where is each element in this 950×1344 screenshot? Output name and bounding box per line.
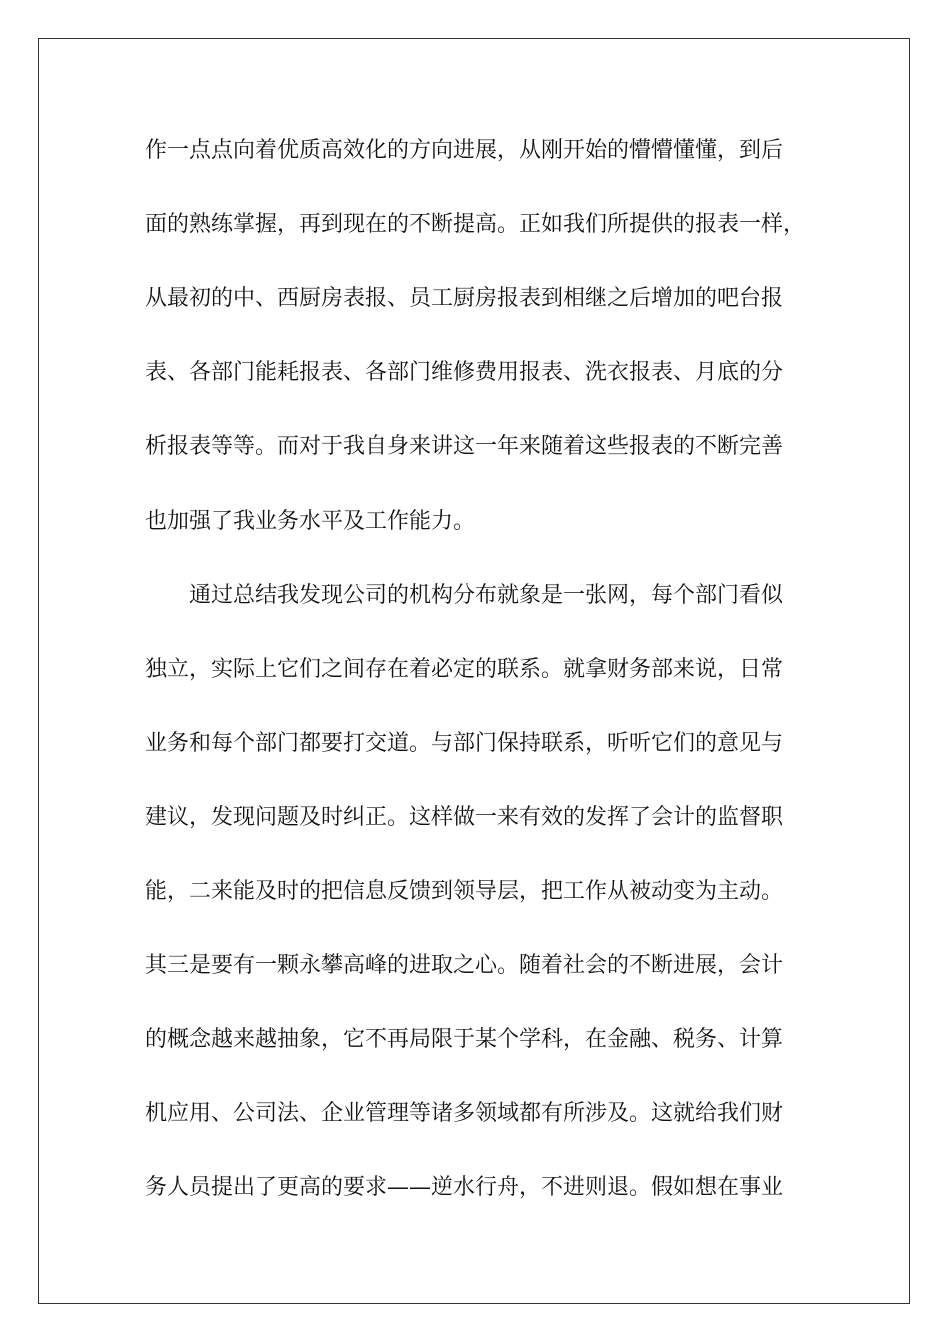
- body-text-line: 析报表等等。而对于我自身来讲这一年来随着这些报表的不断完善: [145, 434, 784, 459]
- body-text-line: 表、各部门能耗报表、各部门维修费用报表、洗衣报表、月底的分: [145, 360, 784, 385]
- body-text-line: 能，二来能及时的把信息反馈到领导层，把工作从被动变为主动。: [145, 879, 784, 904]
- body-text-line: 面的熟练掌握，再到现在的不断提高。正如我们所提供的报表一样，: [145, 212, 806, 237]
- body-text-line: 建议，发现问题及时纠正。这样做一来有效的发挥了会计的监督职: [145, 805, 784, 830]
- body-text-line: 业务和每个部门都要打交道。与部门保持联系，听听它们的意见与: [145, 731, 784, 756]
- body-text-line: 其三是要有一颗永攀高峰的进取之心。随着社会的不断进展，会计: [145, 953, 784, 978]
- body-text-line: 务人员提出了更高的要求——逆水行舟，不进则退。假如想在事业: [145, 1175, 784, 1200]
- body-text-line: 机应用、公司法、企业管理等诸多领域都有所涉及。这就给我们财: [145, 1101, 784, 1126]
- body-text-line: 也加强了我业务水平及工作能力。: [145, 509, 476, 534]
- paragraph-first-line: 通过总结我发现公司的机构分布就象是一张网，每个部门看似: [189, 583, 784, 608]
- body-text-line: 的概念越来越抽象，它不再局限于某个学科，在金融、税务、计算: [145, 1027, 784, 1052]
- body-text-line: 作一点点向着优质高效化的方向进展，从刚开始的懵懵懂懂，到后: [145, 138, 784, 163]
- body-text-line: 独立，实际上它们之间存在着必定的联系。就拿财务部来说，日常: [145, 657, 784, 682]
- body-text-line: 从最初的中、西厨房表报、员工厨房报表到相继之后增加的吧台报: [145, 286, 784, 311]
